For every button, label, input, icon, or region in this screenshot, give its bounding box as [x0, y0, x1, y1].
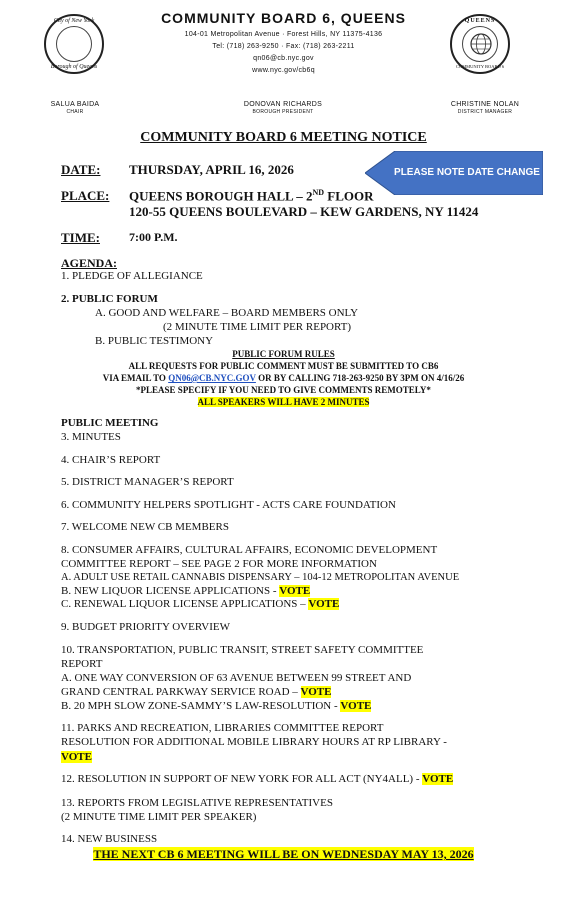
agenda-item-3: 3. MINUTES: [61, 431, 121, 443]
agenda-item-5: 5. DISTRICT MANAGER’S REPORT: [61, 476, 234, 488]
agenda-item-11-vote: [61, 751, 92, 763]
rules-heading: PUBLIC FORUM RULES: [232, 349, 335, 359]
rules-line-1: ALL REQUESTS FOR PUBLIC COMMENT MUST BE SUBMITTED TO CB6: [128, 361, 439, 371]
agenda-item-7: 7. WELCOME NEW CB MEMBERS: [61, 521, 229, 533]
city-seal-top-text: City of New York: [53, 18, 95, 24]
agenda-item-8c: [61, 598, 339, 610]
vote-badge-8b: VOTE: [279, 585, 311, 597]
officer-chair: [20, 101, 130, 115]
org-name: COMMUNITY BOARD 6, QUEENS: [161, 10, 406, 26]
agenda-item-10a-text: GRAND CENTRAL PARKWAY SERVICE ROAD –: [61, 686, 301, 698]
agenda-item-12-text: 12. RESOLUTION IN SUPPORT OF NEW YORK FOR ALL ACT (NY4ALL) -: [61, 773, 423, 785]
community-board-seal-top-text: QUEENS: [464, 18, 496, 24]
notice-title: COMMUNITY BOARD 6 MEETING NOTICE: [140, 130, 427, 145]
rules-email-link[interactable]: QN06@CB.NYC.GOV: [168, 373, 256, 383]
agenda-item-8-line-1: 8. CONSUMER AFFAIRS, CULTURAL AFFAIRS, ECONOMIC DEVELOPMENT: [61, 544, 438, 556]
agenda-item-10b-text: B. 20 MPH SLOW ZONE-SAMMY’S LAW-RESOLUTION -: [61, 700, 341, 712]
officer-chair-name: SALUA BAIDA: [50, 101, 100, 108]
agenda-item-2a-note: (2 MINUTE TIME LIMIT PER REPORT): [163, 321, 352, 333]
community-board-seal-bottom-text: COMMUNITY BOARD 6: [455, 64, 505, 69]
vote-badge-10b: VOTE: [340, 700, 372, 712]
officer-bp-role: BOROUGH PRESIDENT: [252, 109, 314, 115]
agenda-item-8c-text: C. RENEWAL LIQUOR LICENSE APPLICATIONS –: [61, 598, 309, 610]
date-value: THURSDAY, APRIL 16, 2026: [129, 162, 294, 177]
rules-line-4-text: ALL SPEAKERS WILL HAVE 2 MINUTES: [197, 397, 370, 407]
agenda-item-9: 9. BUDGET PRIORITY OVERVIEW: [61, 621, 230, 633]
agenda-item-8b-text: B. NEW LIQUOR LICENSE APPLICATIONS -: [61, 585, 280, 597]
officer-dm-role: DISTRICT MANAGER: [457, 109, 513, 115]
place-floor-text: FLOOR: [324, 188, 374, 204]
org-phone-fax: Tel: (718) 263-9250 · Fax: (718) 263-2211: [212, 43, 355, 50]
time-label: TIME:: [61, 230, 100, 245]
vote-badge-12: VOTE: [422, 773, 454, 785]
agenda-item-12: [61, 773, 453, 785]
officer-bp-name: DONOVAN RICHARDS: [243, 101, 323, 108]
agenda-item-13-line-1: 13. REPORTS FROM LEGISLATIVE REPRESENTATIVES: [61, 797, 333, 809]
date-change-text: PLEASE NOTE DATE CHANGE: [394, 167, 540, 178]
agenda-item-11-line-1: 11. PARKS AND RECREATION, LIBRARIES COMMITTEE REPORT: [61, 722, 384, 734]
rules-line-2: [0, 373, 567, 383]
rules-line-4: [0, 397, 567, 407]
agenda-item-11-line-2: RESOLUTION FOR ADDITIONAL MOBILE LIBRARY HOURS AT RP LIBRARY -: [61, 736, 447, 748]
officer-district-manager: [430, 101, 540, 115]
agenda-item-1: 1. PLEDGE OF ALLEGIANCE: [61, 270, 203, 282]
agenda-item-10b: [61, 700, 371, 712]
public-meeting-heading: PUBLIC MEETING: [61, 417, 159, 429]
agenda-item-10a-line-1: A. ONE WAY CONVERSION OF 63 AVENUE BETWEEN 99 STREET AND: [61, 672, 412, 684]
vote-badge-10a: VOTE: [300, 686, 332, 698]
agenda-item-2: 2. PUBLIC FORUM: [61, 293, 158, 305]
officer-borough-president: [218, 101, 348, 115]
place-label: PLACE:: [61, 188, 110, 203]
city-seal-bottom-text: Borough of Queens: [50, 64, 98, 70]
agenda-item-10-line-2: REPORT: [61, 658, 103, 670]
agenda-item-4: 4. CHAIR’S REPORT: [61, 454, 161, 466]
agenda-item-6: 6. COMMUNITY HELPERS SPOTLIGHT - ACTS CARE FOUNDATION: [61, 499, 396, 511]
agenda-item-8-line-2: COMMITTEE REPORT – SEE PAGE 2 FOR MORE INFORMATION: [61, 558, 377, 570]
rules-line-2-a: VIA EMAIL TO: [102, 373, 169, 383]
org-email[interactable]: qn06@cb.nyc.gov: [253, 55, 314, 62]
place-line-2: 120-55 QUEENS BOULEVARD – KEW GARDENS, NY 11424: [129, 204, 479, 219]
place-line-1: [129, 188, 374, 204]
date-change-callout: [365, 151, 543, 195]
officer-dm-name: CHRISTINE NOLAN: [450, 101, 520, 108]
agenda-item-10-line-1: 10. TRANSPORTATION, PUBLIC TRANSIT, STREET SAFETY COMMITTEE: [61, 644, 424, 656]
agenda-item-8b: [61, 585, 310, 597]
place-floor-suffix: ND: [312, 188, 325, 197]
org-address: 104-01 Metropolitan Avenue · Forest Hills, NY 11375-4136: [184, 31, 383, 38]
agenda-item-8a: A. ADULT USE RETAIL CANNABIS DISPENSARY – 104-12 METROPOLITAN AVENUE: [61, 572, 460, 583]
org-website[interactable]: www.nyc.gov/cb6q: [252, 67, 315, 74]
officer-chair-role: CHAIR: [66, 109, 84, 115]
agenda-item-2a: A. GOOD AND WELFARE – BOARD MEMBERS ONLY: [95, 307, 359, 319]
rules-line-2-b: OR BY CALLING 718-263-9250 BY 3PM ON 4/16/26: [255, 373, 465, 383]
next-meeting-text: THE NEXT CB 6 MEETING WILL BE ON WEDNESDAY MAY 13, 2026: [93, 847, 474, 861]
rules-line-3: *PLEASE SPECIFY IF YOU NEED TO GIVE COMMENTS REMOTELY*: [136, 385, 431, 395]
place-line-1-text: QUEENS BOROUGH HALL – 2: [129, 188, 313, 204]
agenda-item-14: 14. NEW BUSINESS: [61, 833, 158, 845]
agenda-item-13-line-2: (2 MINUTE TIME LIMIT PER SPEAKER): [61, 811, 257, 823]
agenda-heading: AGENDA:: [61, 256, 117, 270]
agenda-item-10a-line-2: [61, 686, 331, 698]
agenda-item-2b: B. PUBLIC TESTIMONY: [95, 335, 214, 347]
vote-badge-8c: VOTE: [308, 598, 340, 610]
vote-badge-11: VOTE: [61, 751, 92, 763]
time-value: 7:00 P.M.: [129, 230, 178, 244]
date-label: DATE:: [61, 162, 101, 177]
next-meeting-notice: [0, 847, 567, 862]
